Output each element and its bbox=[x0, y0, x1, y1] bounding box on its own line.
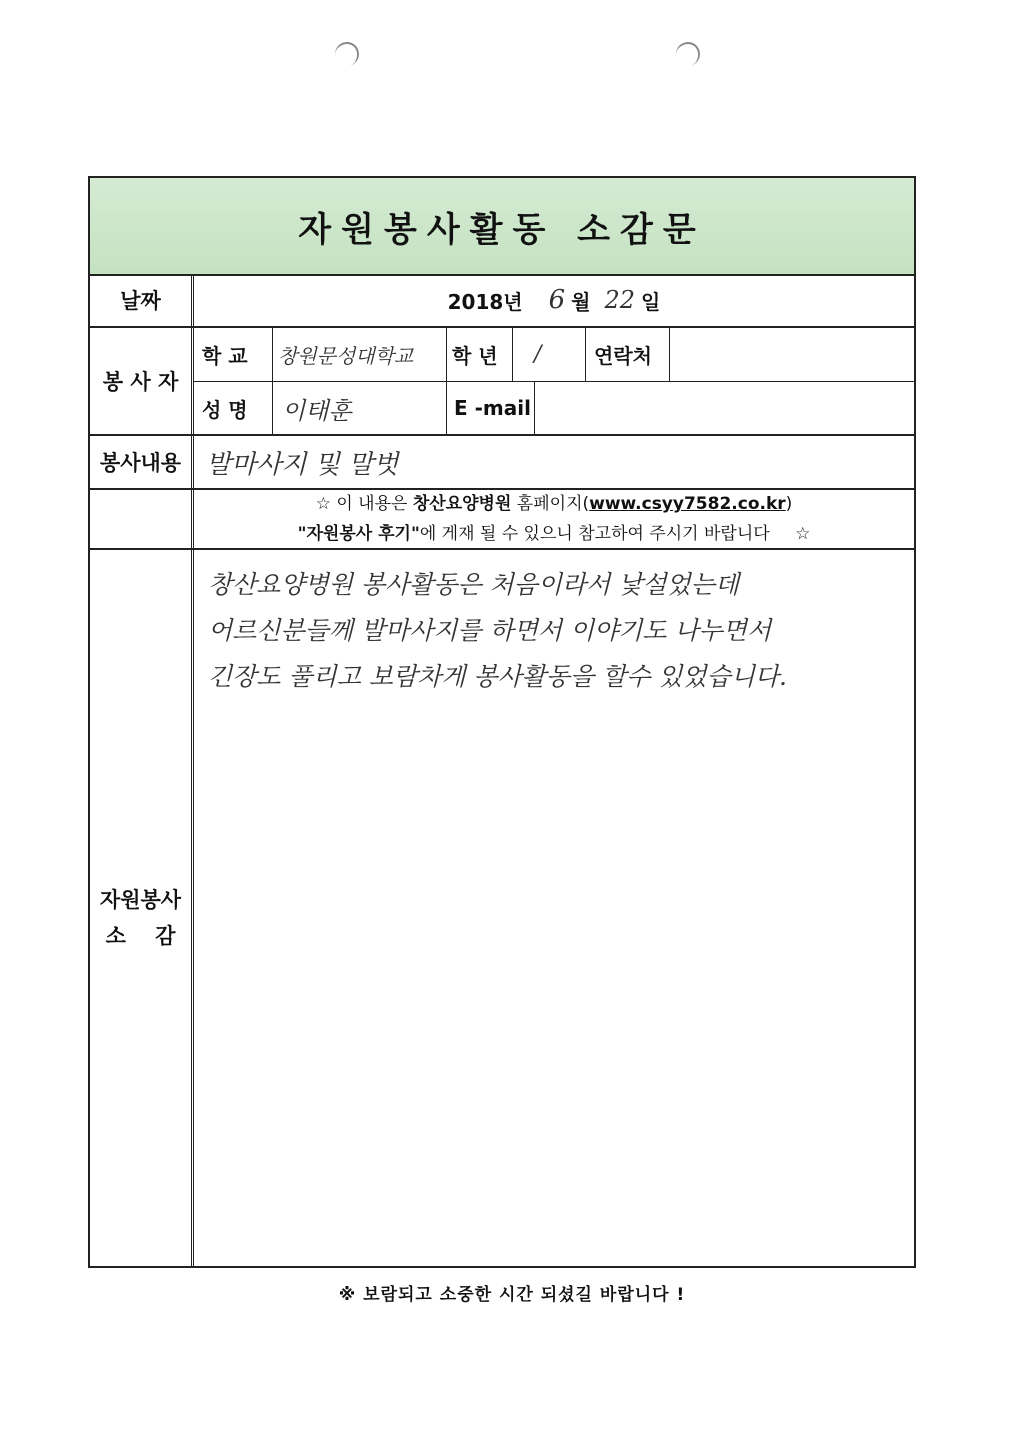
date-label: 날짜 bbox=[90, 274, 194, 326]
volunteer-label: 봉 사 자 bbox=[90, 328, 194, 434]
punch-mark-left bbox=[333, 40, 361, 68]
grade-field[interactable]: / bbox=[534, 342, 542, 367]
service-label: 봉사내용 bbox=[90, 436, 194, 488]
email-label: E -mail bbox=[454, 396, 531, 420]
date-field[interactable] bbox=[194, 274, 914, 326]
notice-text: ☆ 이 내용은 창산요양병원 홈페이지(www.csyy7582.co.kr) "자원봉사 후기"에 게재 될 수 있으니 참고하여 주시기 바랍니다 ☆ bbox=[297, 494, 811, 544]
impression-line: 긴장도 풀리고 보람차게 봉사활동을 할수 있었습니다. bbox=[208, 662, 787, 691]
impression-section bbox=[90, 550, 914, 1266]
footer-message: ※ 보람되고 소중한 시간 되셨길 바랍니다 ! bbox=[338, 1285, 686, 1305]
school-field[interactable]: 창원문성대학교 bbox=[278, 344, 414, 368]
date-month: 6 bbox=[548, 285, 566, 315]
volunteer-section bbox=[90, 328, 914, 436]
impression-label: 자원봉사 소 감 bbox=[90, 550, 194, 1266]
impression-textarea[interactable] bbox=[208, 562, 894, 700]
grade-label: 학 년 bbox=[452, 344, 498, 368]
star-icon: ☆ bbox=[315, 494, 331, 514]
school-label: 학 교 bbox=[202, 344, 248, 368]
name-field[interactable]: 이태훈 bbox=[282, 396, 352, 425]
date-month-unit: 월 bbox=[571, 289, 591, 314]
service-field[interactable]: 발마사지 및 말벗 bbox=[206, 449, 399, 480]
service-row bbox=[90, 436, 914, 490]
impression-line: 어르신분들께 발마사지를 하면서 이야기도 나누면서 bbox=[208, 616, 772, 645]
hospital-url-link[interactable]: www.csyy7582.co.kr bbox=[589, 494, 786, 514]
date-row bbox=[90, 274, 914, 328]
date-day-unit: 일 bbox=[641, 289, 661, 314]
contact-field[interactable] bbox=[674, 328, 914, 381]
punch-mark-right bbox=[674, 40, 702, 68]
name-label: 성 명 bbox=[202, 397, 248, 422]
notice-row bbox=[90, 490, 914, 550]
volunteer-report-form bbox=[88, 176, 916, 1268]
star-icon: ☆ bbox=[795, 524, 811, 544]
form-title: 자원봉사활동 소감문 bbox=[90, 178, 914, 276]
impression-line: 창산요양병원 봉사활동은 처음이라서 낯설었는데 bbox=[208, 570, 739, 599]
contact-label: 연락처 bbox=[594, 344, 652, 368]
date-day: 22 bbox=[604, 286, 636, 314]
email-field[interactable] bbox=[540, 382, 914, 434]
date-year: 2018년 bbox=[447, 289, 523, 314]
